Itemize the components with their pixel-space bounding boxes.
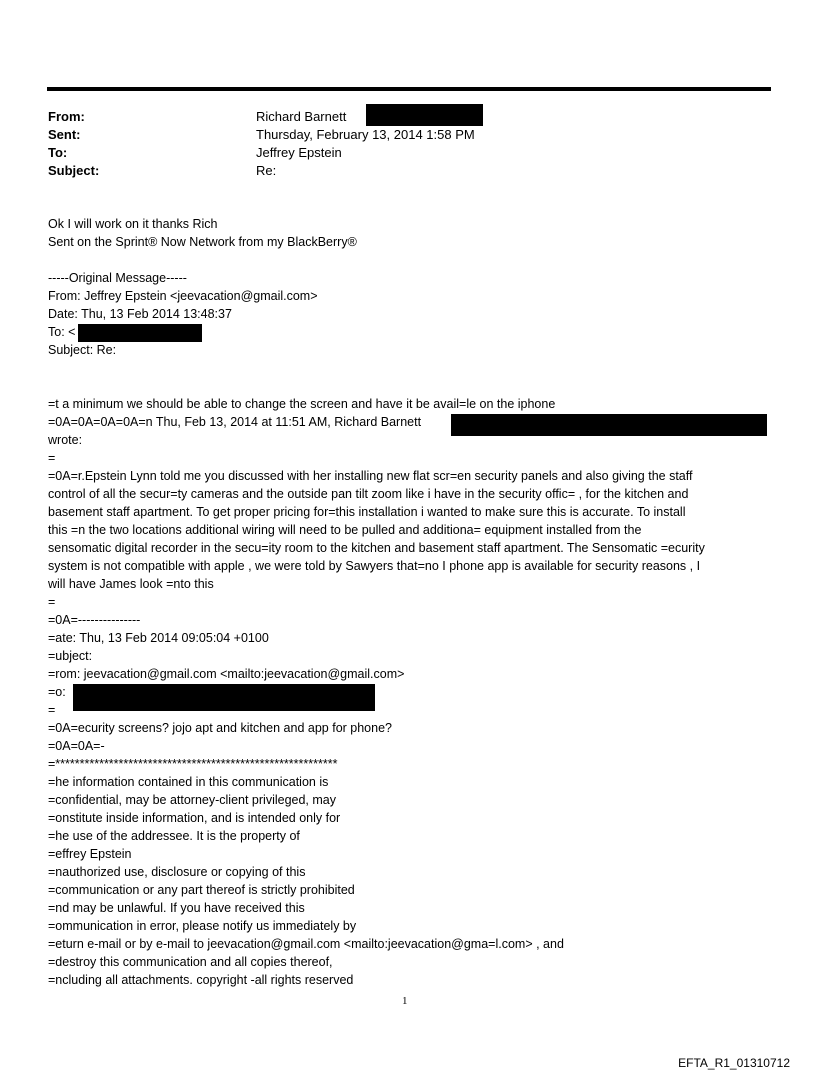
body-line: sensomatic digital recorder in the secu=ity room to the kitchen and basement staff apartment. The Sensomatic =ecurity [48, 541, 705, 555]
body-line: =destroy this communication and all copies thereof, [48, 955, 333, 969]
body-line: =he use of the addressee. It is the property of [48, 829, 300, 843]
body-line: =o: [48, 685, 66, 699]
sent-label: Sent: [48, 127, 81, 142]
body-line: -----Original Message----- [48, 271, 187, 285]
document-id: EFTA_R1_01310712 [678, 1056, 790, 1070]
body-line: Sent on the Sprint® Now Network from my BlackBerry® [48, 235, 357, 249]
redaction-box [73, 684, 375, 711]
body-line: Ok I will work on it thanks Rich [48, 217, 218, 231]
body-line: =eturn e-mail or by e-mail to jeevacation@gmail.com <mailto:jeevacation@gma=l.com> , and [48, 937, 564, 951]
body-line: =0A=0A=0A=0A=n Thu, Feb 13, 2014 at 11:51 AM, Richard Barnett [48, 415, 422, 429]
body-line: =rom: jeevacation@gmail.com <mailto:jeevacation@gmail.com> [48, 667, 405, 681]
body-line: =nauthorized use, disclosure or copying of this [48, 865, 306, 879]
redaction-box [78, 324, 202, 342]
body-line: =onstitute inside information, and is intended only for [48, 811, 341, 825]
body-line: =ommunication in error, please notify us immediately by [48, 919, 357, 933]
subject-value: Re: [256, 163, 277, 178]
body-line: =effrey Epstein [48, 847, 132, 861]
body-line: =ate: Thu, 13 Feb 2014 09:05:04 +0100 [48, 631, 269, 645]
body-line: Date: Thu, 13 Feb 2014 13:48:37 [48, 307, 232, 321]
to-label: To: [48, 145, 68, 160]
body-line: From: Jeffrey Epstein <jeevacation@gmail.com> [48, 289, 318, 303]
body-line: = [48, 703, 56, 717]
sent-value: Thursday, February 13, 2014 1:58 PM [256, 127, 475, 142]
subject-label: Subject: [48, 163, 100, 178]
body-line: basement staff apartment. To get proper pricing for=this installation i wanted to make sure this is accurate. To install [48, 505, 686, 519]
body-line: =0A=--------------- [48, 613, 141, 627]
redaction-box [451, 414, 767, 436]
body-line: =ncluding all attachments. copyright -all rights reserved [48, 973, 354, 987]
body-line: wrote: [48, 433, 83, 447]
page-number: 1 [402, 995, 408, 1007]
body-line: =t a minimum we should be able to change the screen and have it be avail=le on the iphone [48, 397, 556, 411]
body-line: =he information contained in this communication is [48, 775, 329, 789]
body-line: =0A=r.Epstein Lynn told me you discussed with her installing new flat scr=en security panels and also giving the staff [48, 469, 693, 483]
body-line: this =n the two locations additional wiring will need to be pulled and additiona= equipment installed from the [48, 523, 642, 537]
body-line: =confidential, may be attorney-client privileged, may [48, 793, 336, 807]
body-line: system is not compatible with apple , we were told by Sawyers that=no I phone app is available for security reasons , I [48, 559, 701, 573]
redaction-box [366, 104, 483, 126]
body-line: control of all the secur=ty cameras and the outside pan tilt zoom like i have in the security offic= , for the kitchen and [48, 487, 689, 501]
to-value: Jeffrey Epstein [256, 145, 342, 160]
body-line: To: < [48, 325, 76, 339]
body-line: Subject: Re: [48, 343, 117, 357]
from-label: From: [48, 109, 85, 124]
body-line: =********************************************************** [48, 757, 338, 771]
from-value: Richard Barnett [256, 109, 347, 124]
header-rule [47, 87, 771, 91]
body-line: = [48, 595, 56, 609]
body-line: will have James look =nto this [48, 577, 214, 591]
body-line: =ubject: [48, 649, 93, 663]
body-line: =nd may be unlawful. If you have received this [48, 901, 305, 915]
body-line: =0A=ecurity screens? jojo apt and kitchen and app for phone? [48, 721, 392, 735]
body-line: =0A=0A=- [48, 739, 105, 753]
body-line: = [48, 451, 56, 465]
body-line: =communication or any part thereof is strictly prohibited [48, 883, 355, 897]
